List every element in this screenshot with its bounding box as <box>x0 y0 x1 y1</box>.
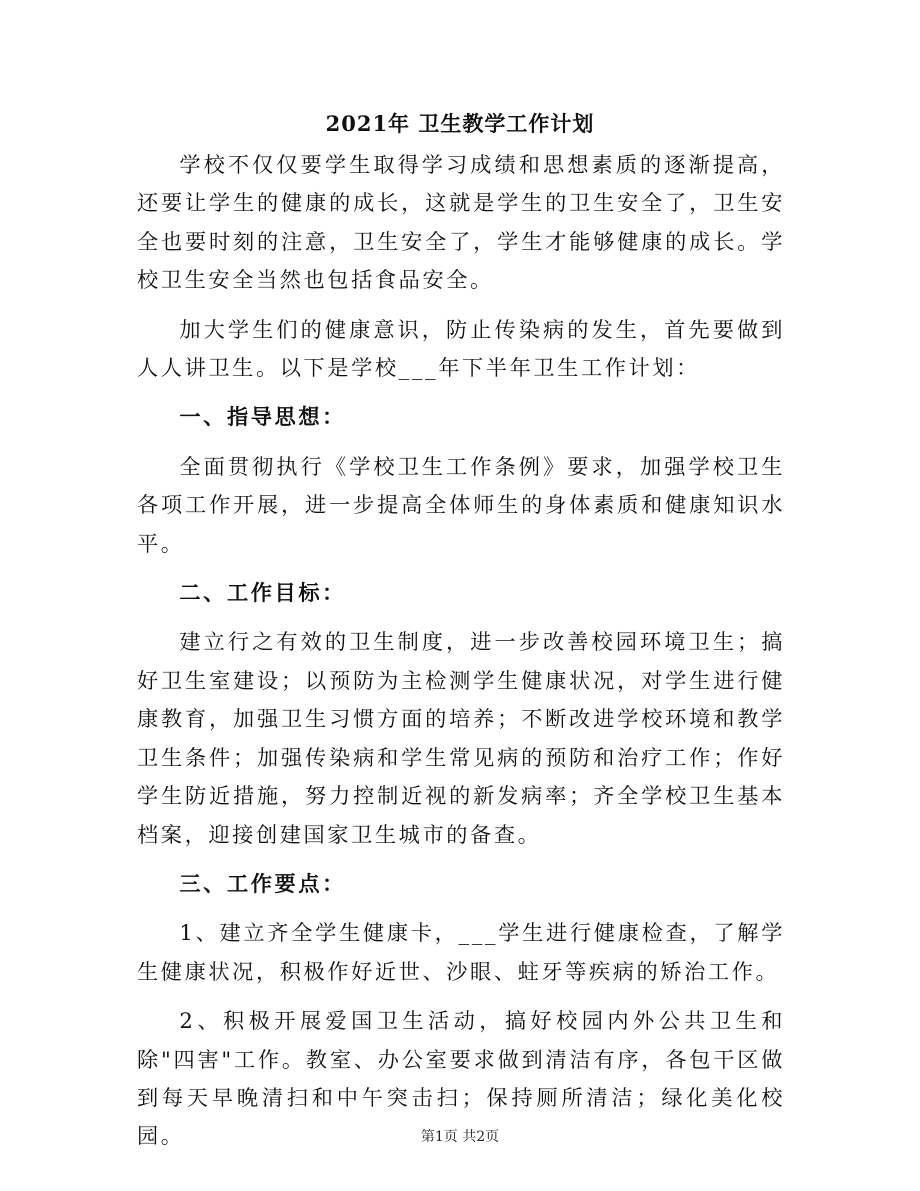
document-body <box>137 146 785 1167</box>
work-goals-paragraph: 建立行之有效的卫生制度，进一步改善校园环境卫生；搞好卫生室建设；以预防为主检测学生健康状况，对学生进行健康教育，加强卫生习惯方面的培养；不断改进学校环境和教学卫生条件；加强传染病和学生常见病的预防和治疗工作；作好学生防近措施，努力控制近视的新发病率；齐全学校卫生基本档案，迎接创建国家卫生城市的备查。 <box>137 629 785 847</box>
intro-paragraph-2: 加大学生们的健康意识，防止传染病的发生，首先要做到人人讲卫生。以下是学校___年下半年卫生工作计划： <box>137 316 785 381</box>
work-point-1: 1、建立齐全学生健康卡，___学生进行健康检查，了解学生健康状况，积极作好近世、沙眼、蛀牙等疾病的矫治工作。 <box>137 920 785 984</box>
intro-paragraph: 学校不仅仅要学生取得学习成绩和思想素质的逐渐提高，还要让学生的健康的成长，这就是学生的卫生安全了，卫生安全也要时刻的注意，卫生安全了，学生才能够健康的成长。学校卫生安全当然也包括食品安全。 <box>137 152 785 293</box>
section-heading-work-points: 三、工作要点： <box>179 870 346 896</box>
section-heading-work-goals: 二、工作目标： <box>179 580 346 606</box>
page-number-footer: 第1页 共2页 <box>420 1129 500 1145</box>
document-title: 2021年 卫生教学工作计划 <box>325 111 595 136</box>
section-heading-guiding-thought: 一、指导思想： <box>179 404 346 430</box>
guiding-thought-paragraph: 全面贯彻执行《学校卫生工作条例》要求，加强学校卫生各项工作开展，进一步提高全体师生的身体素质和健康知识水平。 <box>137 453 785 556</box>
work-point-2: 2、积极开展爱国卫生活动，搞好校园内外公共卫生和除"四害"工作。教室、办公室要求做到清洁有序，各包干区做到每天早晚清扫和中午突击扫；保持厕所清洁；绿化美化校园。 <box>137 1008 785 1149</box>
